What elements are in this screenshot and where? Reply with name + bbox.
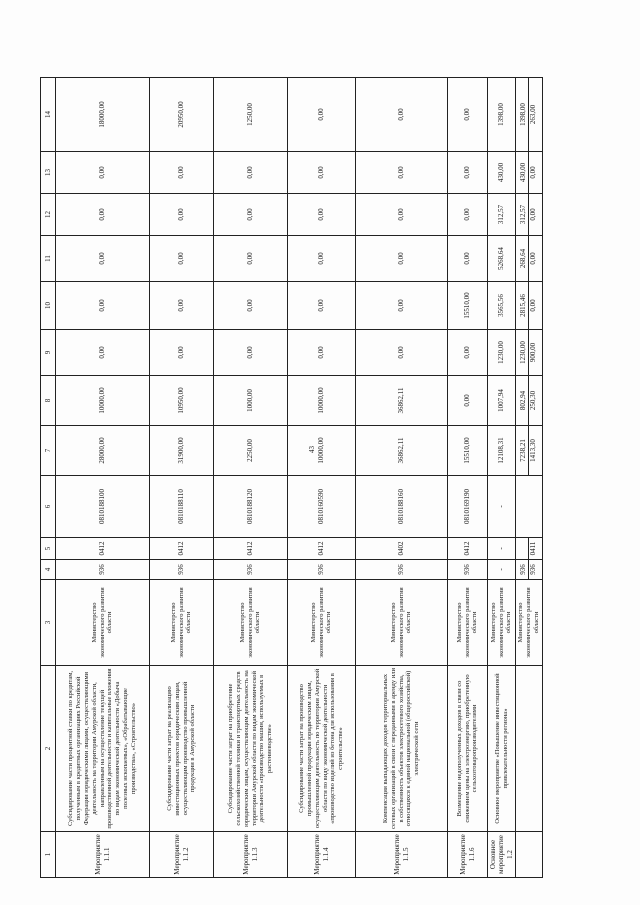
value-cell: 1007,94 [488, 376, 516, 426]
value-cell: 10950,00 [150, 376, 214, 426]
responsible-executor: Министерство экономического развития области [56, 580, 150, 666]
value-cell: 1000,00 [214, 376, 288, 426]
column-number: 9 [41, 330, 56, 376]
value-cell: 430,00 [488, 152, 516, 194]
responsible-executor: Министерство экономического развития области [516, 580, 542, 666]
value-cell: 28000,00 [56, 426, 150, 476]
measure-code: Мероприятие 1.1.1 [56, 832, 150, 878]
value-cell: 0,00 [356, 194, 448, 236]
csr-code: 0810188120 [214, 476, 288, 538]
value-cell: 10000,00 [56, 376, 150, 426]
responsible-executor: Министерство экономического развития области [214, 580, 288, 666]
responsible-executor: Министерство экономического развития области [288, 580, 356, 666]
column-number: 10 [41, 282, 56, 330]
csr-code: - [488, 476, 516, 538]
value-cell: 1413,30 [529, 439, 538, 462]
rotated-table-container [40, 78, 540, 878]
value-cell: 2250,00 [214, 426, 288, 476]
value-cell: 0,00 [448, 330, 488, 376]
column-number: 13 [41, 152, 56, 194]
value-cell: 0,00 [448, 376, 488, 426]
rzpr-code [519, 538, 529, 559]
csr-code: 0810188100 [56, 476, 150, 538]
measure-code: Мероприятие 1.1.2 [150, 832, 214, 878]
value-cell: 1398,00 [519, 78, 529, 151]
column-number: 1 [41, 832, 56, 878]
measure-description: Возмещение недополученных доходов в связи со снижением цены на электроэнергию, приобретенную сельхозтоваропроизводителями [448, 666, 488, 832]
grbs-code: 936 [519, 560, 529, 579]
value-cell: 0,00 [56, 194, 150, 236]
measure-code: Мероприятие 1.1.5 [356, 832, 448, 878]
rzpr-code: 0402 [356, 538, 448, 560]
value-cell: 430,00 [519, 152, 529, 193]
table-row [150, 78, 214, 878]
value-cell: 31900,00 [150, 426, 214, 476]
grbs-code: 936 [448, 560, 488, 580]
column-number: 11 [41, 236, 56, 282]
measure-description: Основное мероприятие «Повышение инвестиционной привлекательности региона» [488, 666, 516, 832]
value-cell: 0,00 [448, 78, 488, 152]
grbs-code: 936 [56, 560, 150, 580]
value-cell: 0,00 [214, 152, 288, 194]
value-cell: 0,00 [529, 252, 538, 265]
value-cell: 36862,11 [356, 376, 448, 426]
page-number: 43 [308, 446, 316, 453]
responsible-executor: Министерство экономического развития области [150, 580, 214, 666]
value-cell: 0,00 [356, 78, 448, 152]
grbs-code: 936 [288, 560, 356, 580]
table-row-total [488, 78, 516, 878]
grbs-code: 936 [529, 564, 538, 575]
value-cell: 0,00 [356, 152, 448, 194]
value-cell: 7238,21 [519, 426, 529, 475]
measure-description: Субсидирование части затрат на приобретение сельскохозяйственной техники и транспортных средств юридическим лицам, осуществляющим деятельность на территории Амурской области по видам экономической деятельности «производство машин, используемых в растениеводстве» [214, 666, 288, 832]
responsible-executor: Министерство экономического развития области [356, 580, 448, 666]
value-cell: 0,00 [356, 330, 448, 376]
rzpr-code: 0412 [214, 538, 288, 560]
value-cell: 15510,00 [448, 426, 488, 476]
value-cell: 0,00 [529, 299, 538, 312]
rzpr-code: 0412 [288, 538, 356, 560]
grbs-code: 936 [356, 560, 448, 580]
value-cell: 0,00 [56, 330, 150, 376]
value-cell: 5268,64 [488, 236, 516, 282]
value-cell: 0,00 [150, 152, 214, 194]
column-number: 5 [41, 538, 56, 560]
value-cell: 0,00 [150, 194, 214, 236]
column-number: 12 [41, 194, 56, 236]
column-number: 6 [41, 476, 56, 538]
value-cell: 268,64 [519, 236, 529, 281]
measure-description: Субсидирование части процентной ставки по кредитам, полученным в кредитных организациях Российской Федерации юридическими лицами, осуществляющими деятельность на территории Амурской области, направленным на осуществление текущей производственной деятельности и капитальные вложения по видам экономической деятельности «Добыча полезных ископаемых», «Обрабатывающие производства», «Строительство» [56, 666, 150, 832]
measure-code: Основное мероприятие 1.2 [488, 832, 516, 878]
value-cell: 0,00 [150, 282, 214, 330]
value-cell: 0,00 [356, 236, 448, 282]
column-number: 7 [41, 426, 56, 476]
table-row-split [516, 78, 542, 878]
measure-description: Компенсация выпадающих доходов территориальных сетевых организаций в связи с переданными в аренду или в собственность объектов электросетевого хозяйства, относящихся к единой национальной (общероссийской) электрической сети [356, 666, 448, 832]
value-cell: 802,94 [519, 376, 529, 425]
value-cell: 0,00 [356, 282, 448, 330]
column-number: 4 [41, 560, 56, 580]
measure-code: Мероприятие 1.1.3 [214, 832, 288, 878]
value-cell: 0,00 [448, 236, 488, 282]
value-cell: 0,00 [288, 194, 356, 236]
measure-description: Субсидирование части затрат на производство промышленной продукции юридическим лицам, осуществляющим деятельность по территории Амурской области по виду экономической деятельности «производство изделий из бетона для использования в строительстве» [288, 666, 356, 832]
csr-code: 0810160590 [288, 476, 356, 538]
grbs-code: - [488, 560, 516, 580]
responsible-executor: Министерство экономического развития области [488, 580, 516, 666]
value-cell: 312,57 [488, 194, 516, 236]
value-cell: 0,00 [288, 236, 356, 282]
responsible-executor: Министерство экономического развития области [448, 580, 488, 666]
value-cell: 0,00 [288, 78, 356, 152]
measure-code: Мероприятие 1.1.4 [288, 832, 356, 878]
column-number: 8 [41, 376, 56, 426]
value-cell: 10000,00 [288, 426, 356, 476]
value-cell: 3565,56 [488, 282, 516, 330]
table-row [448, 78, 488, 878]
value-cell: 263,00 [529, 104, 538, 125]
value-cell: 36862,11 [356, 426, 448, 476]
value-cell: 20950,00 [150, 78, 214, 152]
measure-description: Субсидирование части затрат на реализацию инвестиционных проектов юридическим лицам, осуществляющим производство промышленной продукции в Амурской области [150, 666, 214, 832]
value-cell: 0,00 [288, 152, 356, 194]
value-cell: 0,00 [214, 282, 288, 330]
csr-code: 0810188160 [356, 476, 448, 538]
column-number: 3 [41, 580, 56, 666]
value-cell: 0,00 [214, 194, 288, 236]
value-cell: 0,00 [214, 330, 288, 376]
value-cell: 1398,00 [488, 78, 516, 152]
csr-code: 0810188110 [150, 476, 214, 538]
value-cell: 12108,31 [488, 426, 516, 476]
measure-code: Мероприятие 1.1.6 [448, 832, 488, 878]
value-cell: 10000,00 [288, 376, 356, 426]
value-cell: 0,00 [56, 152, 150, 194]
value-cell: 0,00 [56, 282, 150, 330]
value-cell: 0,00 [150, 236, 214, 282]
value-cell: 0,00 [448, 152, 488, 194]
value-cell: 312,57 [519, 194, 529, 235]
value-cell: 2815,46 [519, 282, 529, 329]
value-cell: 1250,00 [214, 78, 288, 152]
value-cell: 0,00 [288, 330, 356, 376]
program-table [40, 77, 543, 878]
value-cell: 1230,00 [519, 330, 529, 375]
value-cell: 18000,00 [56, 78, 150, 152]
grbs-code: 936 [150, 560, 214, 580]
value-cell: 0,00 [529, 208, 538, 221]
value-cell: 1230,00 [488, 330, 516, 376]
rzpr-code: 0411 [529, 541, 538, 556]
value-cell: 0,00 [150, 330, 214, 376]
value-cell: 0,00 [214, 236, 288, 282]
value-cell: 900,00 [529, 342, 538, 363]
table-header-row [41, 78, 56, 878]
value-cell: 0,00 [288, 282, 356, 330]
table-row [56, 78, 150, 878]
csr-code: 0810169190 [448, 476, 488, 538]
value-cell: 15510,00 [448, 282, 488, 330]
rzpr-code: 0412 [150, 538, 214, 560]
grbs-code: 936 [214, 560, 288, 580]
table-row [288, 78, 356, 878]
value-cell: 250,30 [529, 390, 538, 411]
value-cell: 0,00 [56, 236, 150, 282]
value-cell: 0,00 [529, 166, 538, 179]
value-cell: 0,00 [448, 194, 488, 236]
table-row [356, 78, 448, 878]
column-number: 2 [41, 666, 56, 832]
rzpr-code: 0412 [448, 538, 488, 560]
rzpr-code: 0412 [56, 538, 150, 560]
rzpr-code: - [488, 538, 516, 560]
table-row [214, 78, 288, 878]
column-number: 14 [41, 78, 56, 152]
